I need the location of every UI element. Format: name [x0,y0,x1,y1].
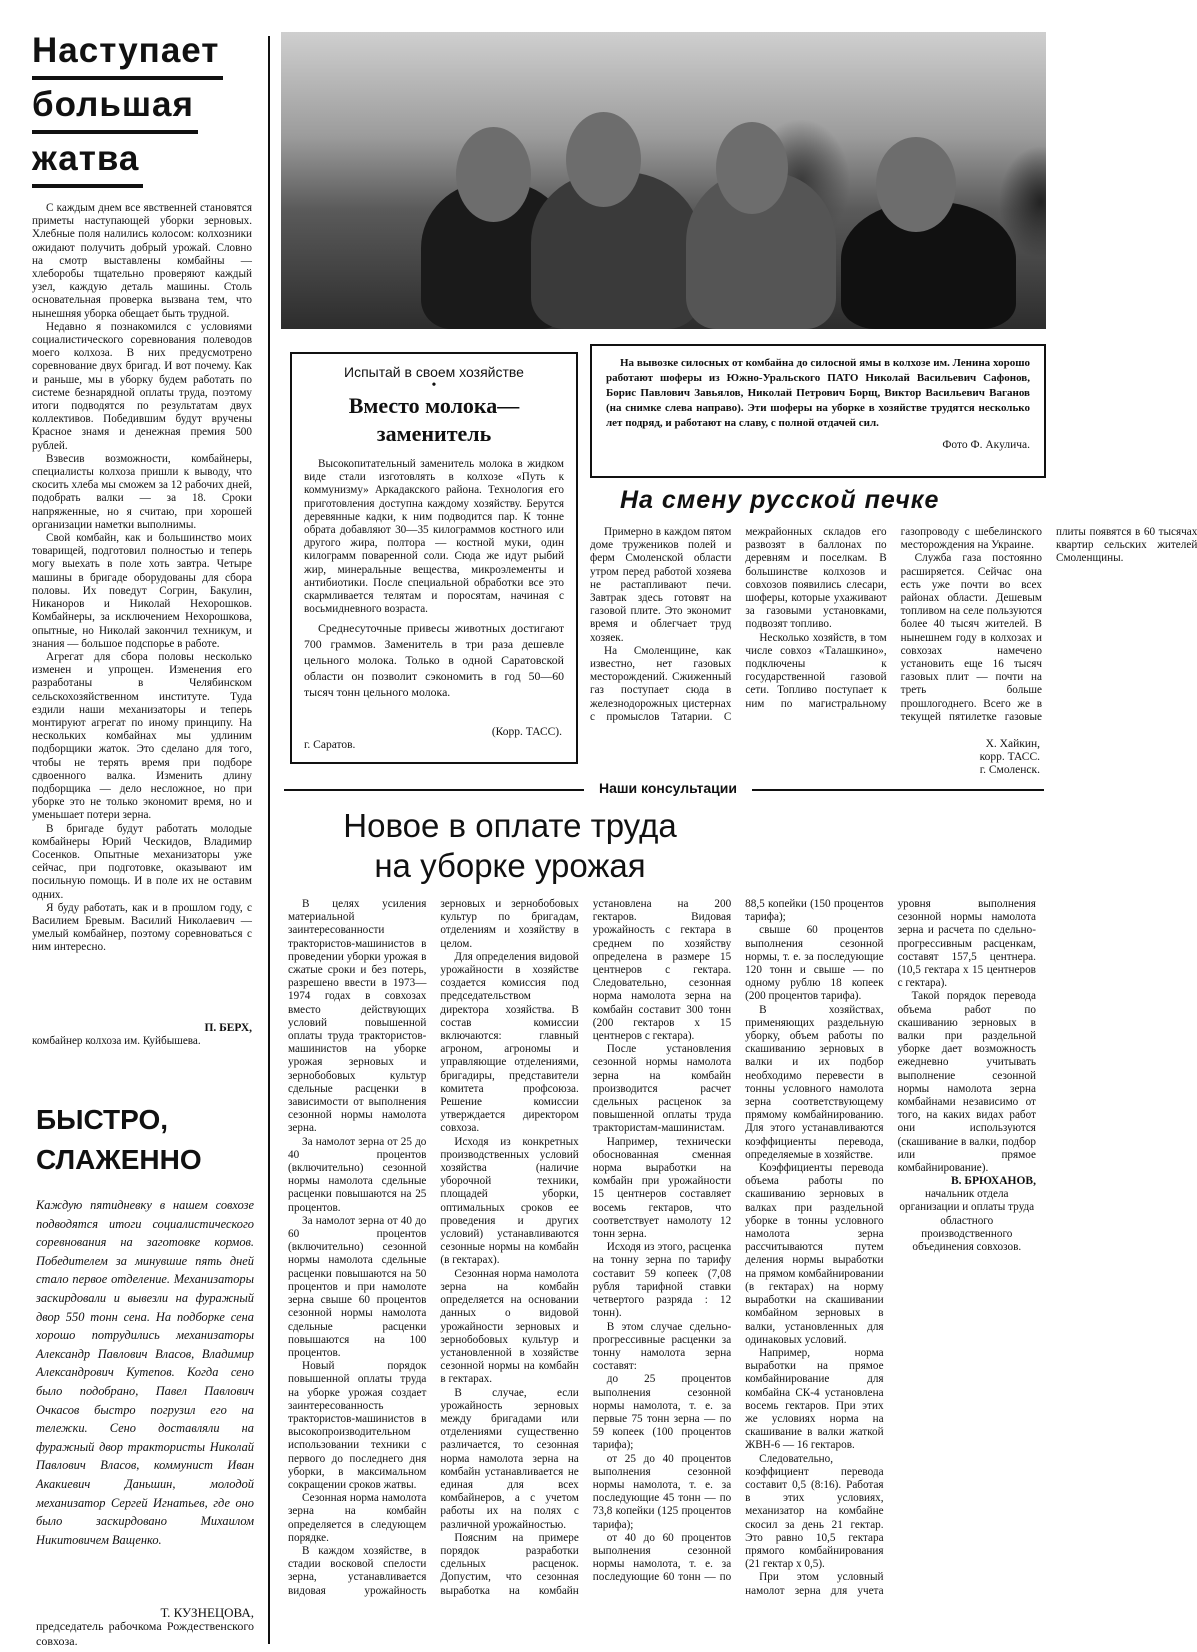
article-pay-body: В целях усиления материальной заинтересованности трактористов-машинистов в проведении уборки урожая в сжатые сроки и без потерь, разрешено ввести в 1973—1974 годах в совхозах вместо действующих условий повышенной оплаты труда трактористов-машинистов на уборке урожая зерновых и зернобобовых культур сдельные расценки в зависимости от выполнения сезонной нормы намолота зерна. За намолот зерна от 25 до 40 процентов (включительно) сезонной нормы намолота сдельные расценки повышаются на 25 процентов. За намолот зерна от 40 до 60 процентов (включительно) сезонной нормы намолота сдельные расценки повышаются на 50 процентов и при намолоте зерна свыше 60 процентов сезонной нормы намолота сдельные расценки повышаются на 100 процентов. Новый порядок повышенной оплаты труда на уборке урожая создает заинтересованность трактористов-машинистов в высокопроизводительном использовании техники с первого до последнего дня уборки, в максимальном сокращении сроков жатвы. Сезонная норма намолота зерна на комбайн определяется в следующем порядке. В каждом хозяйстве, в стадии восковой спелости зерна, устанавливается видовая урожайность зерновых и зернобобовых культур по бригадам, отделениям и хозяйству в целом. Для определения видовой урожайности в хозяйстве создается комиссия под председательством директора хозяйства. В состав комиссии включаются: главный агроном, агрономы и управляющие отделениями, бригадиры, представители комитета профсоюза. Решение комиссии утверждается директором совхоза. Исходя из конкретных производственных условий хозяйства (наличие уборочной техники, площадей уборки, оптимальных сроков ее проведения и других условий) устанавливаются сезонные нормы на комбайн (в гектарах). Сезонная норма намолота зерна на комбайн определяется на основании данных о видовой урожайности зерновых и зернобобовых культур и установленной в хозяйстве сезонной нормы на комбайн в гектарах. В случае, если урожайность зерновых между бригадами или отделениями существенно различается, то сезонная норма намолота зерна на комбайн устанавливается не единая для всех комбайнеров, а с учетом работы их на полях с различной урожайностью. Поясним на примере порядок разработки сдельных расценок. Допустим, что сезонная выработка на комбайн установлена на 200 гектаров. Видовая урожайность с гектара в среднем по хозяйству определена в размере 15 центнеров с гектара. Следовательно, сезонная норма намолота зерна на комбайн составит 300 тонн (200 гектаров x 15 центнеров с гектара). После установления сезонной нормы намолота зерна на комбайн производится расчет сдельных расценок за повышенной оплаты труда трактористам-машинистам. Например, технически обоснованная сменная норма выработки на комбайн при урожайности 15 центнеров составляет восемь гектаров, что соответствует намолоту 12 тонн зерна. Исходя из этого, расценка на тонну зерна по тарифу составит 59 копеек (7,08 рубля тарифной ставки четвертого разряда : 12 тонн). В этом случае сдельно-прогрессивные расценки за тонну намолота зерна составят: до 25 процентов выполнения сезонной нормы намолота, т. е. за первые 75 тонн зерна — по 59 копеек (100 процентов тарифа); от 25 до 40 процентов выполнения сезонной нормы намолота, т. е. за последующие 45 тонн — по 73,8 копейки (125 процентов тарифа); от 40 до 60 процентов выполнения сезонной нормы намолота, т. е. за последующие 60 тонн — по 88,5 копейки (150 процентов тарифа); свыше 60 процентов выполнения сезонной нормы, т. е. за последующие 120 тонн и свыше — по одному рублю 18 копеек (200 процентов тарифа). В хозяйствах, применяющих раздельную уборку, объем работы по скашиванию зерновых в валки и их подбор необходимо перевести в тонны условного намолота зерна соответствующему прямому комбайнированию. Для этого устанавливаются коэффициенты перевода, определяемые в хозяйстве. Коэффициенты перевода объема работы по скашиванию зерновых в валках при раздельной уборке в тонны условного намолота зерна рассчитываются путем деления нормы выработки на прямом комбайнировании (в гектарах) на норму выработки на скашивании комбайном зерновых в валки, установленных для одинаковых условий. Например, норма выработки на прямое комбайнирование для комбайна СК-4 установлена восемь гектаров. При этих же условиях норма на скашивание в валки жаткой ЖВН-6 — 16 гектаров. Следовательно, коэффициент перевода составит 0,5 (8:16). Работая в этих условиях, механизатор на комбайне скосил за день 21 гектар. Это равно 10,5 гектара прямого комбайнирования (21 гектар x 0,5). При этом условный намолот зерна для учета уровня выполнения сезонной нормы намолота зерна и расчета по сдельно-прогрессивным расценкам, составят 157,5 центнера. (10,5 гектара x 15 центнеров с гектара). Такой порядок перевода объема работ по скашиванию зерновых в валки при раздельной уборке дает возможность ежедневно учитывать выполнение сезонной нормы намолота зерна комбайнами независимо от того, на каких видах работ они используются (скашивание в валки, подбор или прямое комбайнирование). В. БРЮХАНОВ, начальник отдела организации и оплаты труда областного производственного объединения совхозов. [288,898,1036,1597]
article-milk-box [290,352,578,764]
article-fast [36,1100,254,1648]
photo-caption-box [590,344,1046,478]
article-milk-body: Высокопитательный заменитель молока в жидком виде стали изготовлять в колхозе «Путь к коммунизму» Аркадакского района. Технология его приготовления доступна каждому хозяйству. Берутся деревянные кадки, к ним подводится пар. К тонне обрата добавляют 30—35 килограммов костного или другого жира, полтора — костной муки, один килограмм поваренной соли. Сюда же идут рыбий жир, минеральные вещества, микроэлементы и антибиотики. После специальной обработки все это скармливается телятам и поросятам, начиная с восьмидневного возраста. Среднесуточные привесы животных достигают 700 граммов. Заменитель в три раза дешевле цельного молока. Только в одной Саратовской области он позволит сэкономить в год 50—60 тысяч тонн цельного молока. [304,458,564,700]
photo-credit: Фото Ф. Акулича. [942,439,1030,451]
article-milk-credit: (Корр. ТАСС). [491,726,562,738]
article-milk-place: г. Саратов. [304,739,356,751]
article-pay-signature-note: начальник отдела организации и оплаты труда областного производственного объединения совхозов. [899,1188,1035,1254]
article-harvest-title: Наступает большая жатва [32,26,252,188]
article-fast-signature-note: председатель рабочкома Рождественского совхоза. [36,1619,254,1648]
article-milk-title: Вместо молока— заменитель [348,393,520,446]
article-stove-body: Примерно в каждом пятом доме тружеников полей и ферм Смоленской области утром перед работой хозяева не растапливают печи. Завтрак здесь готовят на газовой плите. Это экономит время и облегчает труд хозяек. На Смоленщине, как известно, нет газовых месторождений. Сжиженный газ поступает сюда в железнодорожных цистернах с промыслов Татарии. С межрайонных складов его развозят в баллонах по деревням и поселкам. В большинстве колхозов и совхозов появились слесари, шоферы, которые ухаживают за газовыми установками, подвозят топливо. Несколько хозяйств, в том числе совхоз «Талашкино», подключены к государственной газовой сети. Топливо поступает к ним по магистральному газопроводу с шебелинского месторождения на Украине. Служба газа постоянно расширяется. Сейчас она есть уже почти во всех районах области. Дешевым топливом на селе пользуются более 40 тысяч жителей. В нынешнем году в колхозах и совхозах намечено установить еще 16 тысяч газовых плит — почти на треть больше прошлогоднего. Всего же в текущей пятилетке газовые плиты появятся в 60 тысячах квартир сельских жителей Смоленщины. [590,526,1197,723]
article-stove-title: На смену русской печке [620,486,940,514]
article-harvest-signature-note: комбайнер колхоза им. Куйбышева. [32,1035,201,1047]
article-fast-signature: Т. КУЗНЕЦОВА, [160,1605,254,1620]
article-harvest [32,26,252,1066]
rubric-label: Наши консультации [598,780,737,796]
photo-caption: На вывозке силосных от комбайна до силосной ямы в колхозе им. Ленина хорошо работают шоферы из Южно-Уральского ПАТО Николай Васильевич Сафонов, Борис Павлович Завьялов, Николай Петрович Борщ, Виктор Васильевич Ваганов (на снимке слева направо). Эти шоферы на уборке в хозяйстве трудятся несколько лет подряд, и работают на славу, с полной отдачей сил. [606,357,1030,429]
article-harvest-body: С каждым днем все явственней становятся приметы наступающей уборки зерновых. Хлебные поля налились колосом: колхозники ожидают получить добрый урожай. Словно на смотр выставлены комбайны — хлеборобы тщательно проверяют каждый узел, каждую деталь машины. Столь основательная проверка вызвана тем, что нынешняя уборка обещает быть трудной. Недавно я познакомился с условиями социалистического соревнования полеводов моего колхоза. В них предусмотрено соревнование двух бригад. И вот почему. Как и раньше, мы в уборку будем работать по системе безнарядной оплаты труда, поэтому итоги подводятся по результатам двух коллективов. Победившим будут вручены Красное знамя и денежная премия 500 рублей. Взвесив возможности, комбайнеры, специалисты колхоза пришли к выводу, что скосить хлеба мы сможем за 12 рабочих дней, подобрать валки — за 18. Сроки напряженные, но я считаю, при хорошей организации наметки выполнимы. Свой комбайн, как и большинство моих товарищей, подготовил полностью и теперь могу выехать в поле хоть завтра. Четыре машины в бригаде оборудованы для сбора половы. Их поведут Согрин, Бакулин, Никаноров и Николай Нехорошков. Комбайнеры, за исключением Нехорошкова, опытные, но Николай закончил техникум, и знания — большое подспорье в работе. Агрегат для сбора половы несколько изменен и упрощен. Изменения его разработаны в Челябинском сельскохозяйственном институте. Туда ездили наши механизаторы и теперь монтируют агрегат по иному принципу. На нескольких комбайнах мы удлиним подборщики жаток. Это сделано для того, чтобы не терять время при подборе сдвоенного валка. Изменить длину подборщика — дело несложное, но при уборке это не только экономит время, но и уменьшает потери зерна. В бригаде будут работать молодые комбайнеры Юрий Ческидов, Владимир Сосенков. Опытные механизаторы уже сейчас, при подготовке, оказывают им посильную помощь. И в поле их не оставим одних. Я буду работать, как и в прошлом году, с Василием Бревым. Василий Николаевич — умелый комбайнер, поэтому соревноваться с ним интересно. [32,202,252,954]
article-harvest-signature: П. БЕРХ, [204,1022,252,1034]
article-fast-body: Каждую пятидневку в нашем совхозе подводятся итоги социалистического соревнования на заготовке кормов. Победителем за минувшие пять дней стало первое отделение. Механизаторы заскирдовали и вывезли на фуражный двор 550 тонн сена. На подборке сена хорошо потрудились механизаторы Александр Павлович Власов, Владимир Александрович Кутепов. Когда сено было подобрано, Павел Павлович Очкасов быстро погрузил его на тележки. Сено доставляли на фуражный двор трактористы Николай Павлович Власов, коммунист Иван Акакиевич Даньшин, молодой механизатор Сергей Игнатьев, где оно было заскирдовано Михаилом Никитовичем Ващенко. [36,1198,254,1547]
photo-drivers [281,32,1046,329]
article-milk-bullet: • [431,378,437,393]
article-pay-title: Новое в оплате труда на уборке урожая [343,807,677,884]
rubric-rule-right [752,789,1044,791]
article-fast-title: БЫСТРО, СЛАЖЕННО [36,1104,202,1175]
article-milk-kicker: Испытай в своем хозяйстве [344,364,524,380]
column-divider [268,36,270,1644]
article-pay-signature: В. БРЮХАНОВ, [950,1175,1036,1188]
article-stove-signature: Х. Хайкин, корр. ТАСС. г. Смоленск. [979,738,1040,776]
rubric-rule-left [284,789,584,791]
